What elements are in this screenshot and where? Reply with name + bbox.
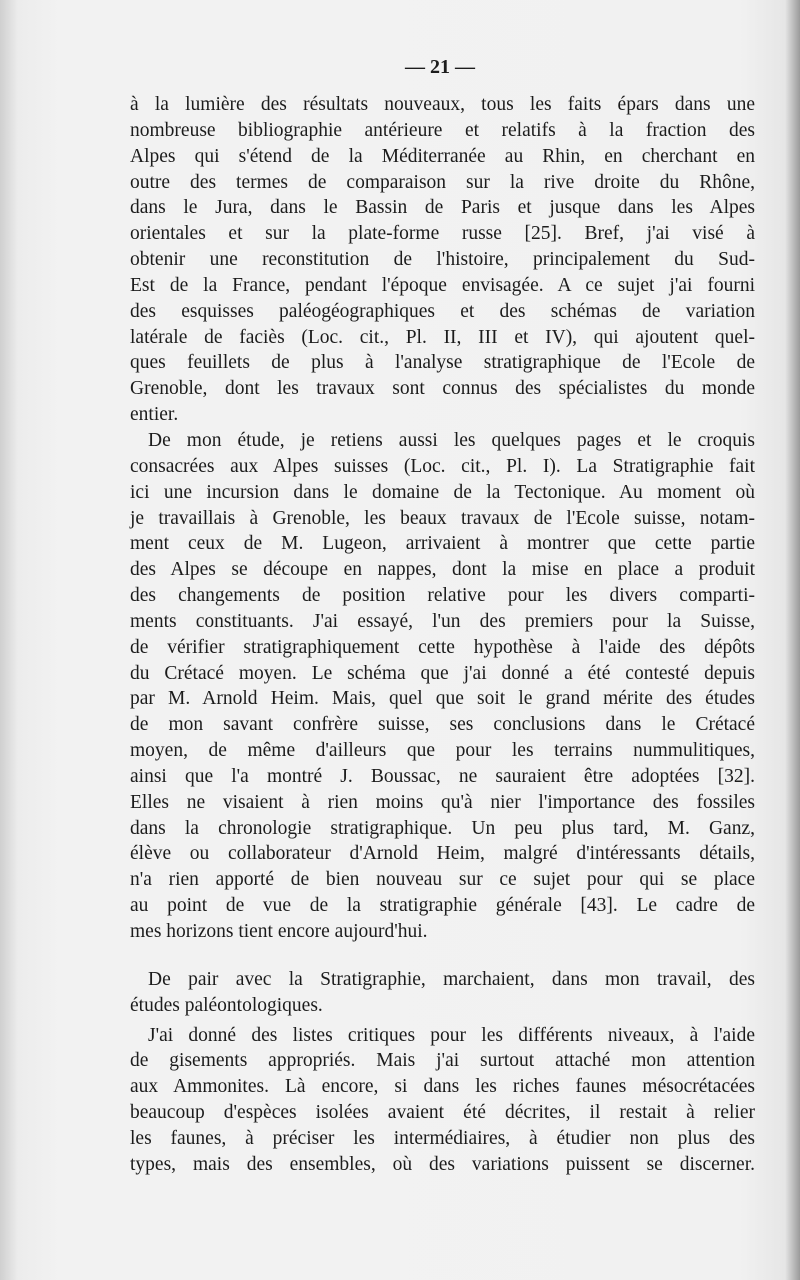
paragraph-2 — [130, 428, 755, 945]
text-line: des esquisses paléogéographiques et des schémas de variation — [130, 300, 755, 322]
text-line: de mon savant confrère suisse, ses conclusions dans le Crétacé — [130, 714, 755, 736]
text-line: je travaillais à Grenoble, les beaux travaux de l'Ecole suisse, notam- — [130, 507, 755, 529]
text-line: par M. Arnold Heim. Mais, quel que soit le grand mérite des études — [130, 688, 755, 710]
text-line: J'ai donné des listes critiques pour les différents niveaux, à l'aide — [148, 1024, 755, 1046]
text-line: dans le Jura, dans le Bassin de Paris et jusque dans les Alpes — [130, 197, 755, 219]
paragraph-4 — [130, 1023, 755, 1178]
text-line: de gisements appropriés. Mais j'ai surtout attaché mon attention — [130, 1050, 755, 1072]
text-line: études paléontologiques. — [130, 994, 323, 1016]
text-line: des Alpes se découpe en nappes, dont la mise en place a produit — [130, 559, 755, 581]
text-line: les faunes, à préciser les intermédiaires, à étudier non plus des — [130, 1127, 755, 1149]
text-line: ques feuillets de plus à l'analyse stratigraphique de l'Ecole de — [130, 352, 755, 374]
text-line: orientales et sur la plate-forme russe [25]. Bref, j'ai visé à — [130, 223, 755, 245]
text-line: moyen, de même d'ailleurs que pour les terrains nummulitiques, — [130, 740, 755, 762]
text-line: De pair avec la Stratigraphie, marchaient, dans mon travail, des — [148, 968, 755, 990]
page-number: — 21 — — [405, 56, 475, 78]
text-line: types, mais des ensembles, où des variations puissent se discerner. — [130, 1153, 755, 1175]
text-line: outre des termes de comparaison sur la rive droite du Rhône, — [130, 171, 755, 193]
text-line: beaucoup d'espèces isolées avaient été décrites, il restait à relier — [130, 1102, 755, 1124]
text-line: De mon étude, je retiens aussi les quelques pages et le croquis — [148, 429, 755, 451]
text-line: ici une incursion dans le domaine de la Tectonique. Au moment où — [130, 481, 755, 503]
text-line: mes horizons tient encore aujourd'hui. — [130, 921, 428, 942]
text-line: Elles ne visaient à rien moins qu'à nier l'importance des fossiles — [130, 791, 755, 813]
text-line: ainsi que l'a montré J. Boussac, ne sauraient être adoptées [32]. — [130, 765, 755, 787]
text-line: de vérifier stratigraphiquement cette hypothèse à l'aide des dépôts — [130, 636, 755, 658]
text-line: au point de vue de la stratigraphie générale [43]. Le cadre de — [130, 895, 755, 917]
text-line: élève ou collaborateur d'Arnold Heim, malgré d'intéressants détails, — [130, 843, 755, 865]
text-line: aux Ammonites. Là encore, si dans les riches faunes mésocrétacées — [130, 1076, 755, 1098]
paragraph-3 — [130, 967, 755, 1019]
text-line: latérale de faciès (Loc. cit., Pl. II, III et IV), qui ajoutent quel- — [130, 326, 755, 348]
text-line: obtenir une reconstitution de l'histoire, principalement du Sud- — [130, 249, 755, 271]
text-line: des changements de position relative pour les divers comparti- — [130, 585, 755, 607]
text-line: Alpes qui s'étend de la Méditerranée au Rhin, en cherchant en — [130, 145, 755, 167]
paragraph-gap — [130, 945, 755, 967]
body-text — [130, 92, 755, 1178]
text-line: n'a rien apporté de bien nouveau sur ce sujet pour qui se place — [130, 869, 755, 891]
text-line: Grenoble, dont les travaux sont connus des spécialistes du monde — [130, 378, 755, 400]
text-line: ments constituants. J'ai essayé, l'un des premiers pour la Suisse, — [130, 610, 755, 632]
text-line: ment ceux de M. Lugeon, arrivaient à montrer que cette partie — [130, 533, 755, 555]
text-line: entier. — [130, 404, 179, 426]
text-line: à la lumière des résultats nouveaux, tous les faits épars dans une — [130, 94, 755, 115]
text-line: dans la chronologie stratigraphique. Un peu plus tard, M. Ganz, — [130, 817, 755, 839]
text-line: consacrées aux Alpes suisses (Loc. cit., Pl. I). La Stratigraphie fait — [130, 455, 755, 477]
text-line: du Crétacé moyen. Le schéma que j'ai donné a été contesté depuis — [130, 662, 755, 684]
paragraph-1 — [130, 92, 755, 428]
text-line: nombreuse bibliographie antérieure et relatifs à la fraction des — [130, 119, 755, 141]
text-line: Est de la France, pendant l'époque envisagée. A ce sujet j'ai fourni — [130, 274, 755, 296]
